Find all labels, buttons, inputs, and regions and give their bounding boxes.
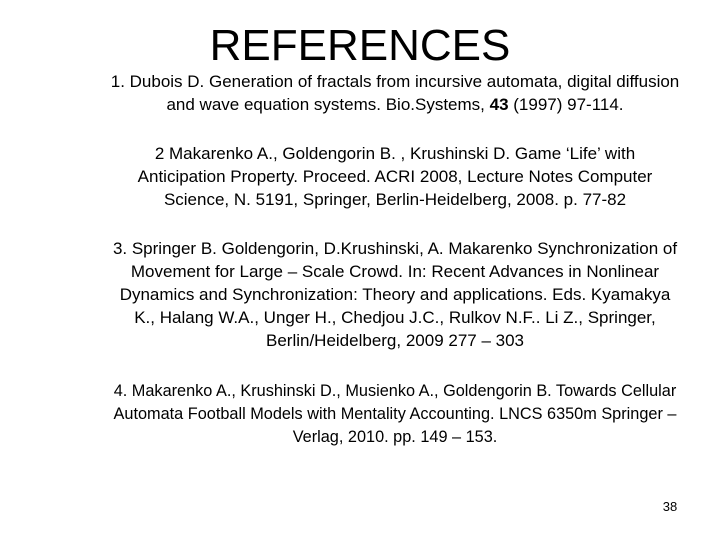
reference-item-2: 2 Makarenko A., Goldengorin B. , Krushinski D. Game ‘Life’ with Anticipation Property. Proceed. ACRI 2008, Lecture Notes Computer Science, N. 5191, Springer, Berlin-Heidelberg, 2008. p. 77-82 [137, 144, 653, 209]
references-list [110, 70, 680, 449]
reference-1-pages: (1997) 97-114. [508, 95, 624, 114]
slide-number: 38 [662, 499, 678, 514]
reference-1-volume: 43 [489, 95, 509, 114]
reference-item-4: 4. Makarenko A., Krushinski D., Musienko A., Goldengorin B. Towards Cellular Automata Football Models with Mentality Accounting. LNCS 6350m Springer – Verlag, 2010. pp. 149 – 153. [113, 382, 677, 446]
reference-1-text: 1. Dubois D. Generation of fractals from incursive automata, digital diffusion and wave equation systems. Bio.Systems, [110, 72, 680, 114]
slide-title: REFERENCES [209, 21, 511, 70]
reference-item-3: 3. Springer B. Goldengorin, D.Krushinski, A. Makarenko Synchronization of Movement for Large – Scale Crowd. In: Recent Advances in Nonlinear Dynamics and Synchronization: Theory and applications. Eds. Kyamakya K., Halang W.A., Unger H., Chedjou J.C., Rulkov N.F.. Li Z., Springer, Berlin/Heidelberg, 2009 277 – 303 [112, 239, 678, 350]
reference-item-1 [110, 70, 680, 116]
